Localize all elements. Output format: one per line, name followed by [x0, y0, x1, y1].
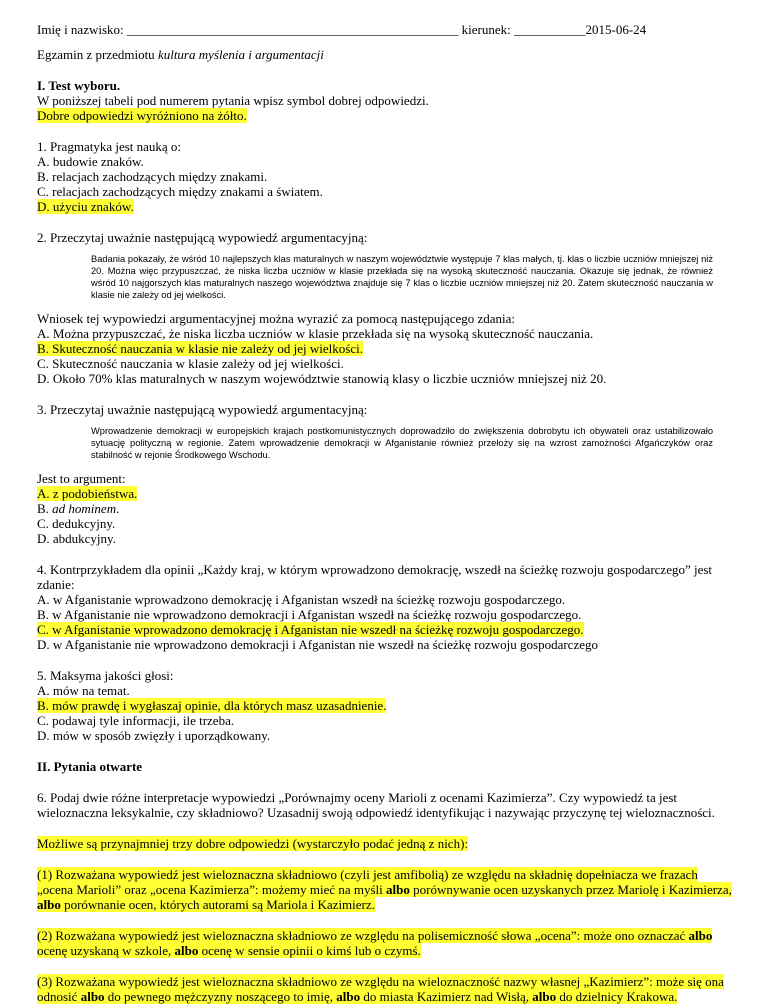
- exam-date: 2015-06-24: [585, 22, 647, 37]
- exam-title: [37, 47, 737, 62]
- name-label: Imię i nazwisko:: [37, 22, 124, 37]
- name-blank: ___________________________________________________: [126, 22, 459, 37]
- q4-option-b: B. w Afganistanie nie wprowadzono demokracji i Afganistan wszedł na ścieżkę rozwoju gospodarczego.: [37, 607, 582, 622]
- direction-label: kierunek:: [461, 22, 511, 37]
- q4-option-a: A. w Afganistanie wprowadzono demokrację i Afganistan wszedł na ścieżkę rozwoju gospodarczego.: [37, 592, 566, 607]
- exam-document: [37, 22, 737, 1004]
- q3-option-b-italic: ad hominem: [52, 501, 117, 516]
- q2-option-a: A. Można przypuszczać, że niska liczba uczniów w klasie przekłada się na wysoką skuteczność nauczania.: [37, 326, 594, 341]
- q6-answer-2: [37, 928, 737, 958]
- exam-title-prefix: Egzamin z przedmiotu: [37, 47, 158, 62]
- q5-question: 5. Maksyma jakości głosi:: [37, 668, 174, 683]
- q6-question: 6. Podaj dwie różne interpretacje wypowiedzi „Porównajmy oceny Marioli z ocenami Kazimierza”. Czy wypowiedź ta jest wieloznaczna leksykalnie, czy składniowo? Uzasadnij swoją odpowiedź identyfikując i nazywając przyczynę tej wieloznaczności.: [37, 790, 715, 820]
- ans3-part: do dzielnicy Krakowa.: [556, 989, 678, 1004]
- ans2-part: ocenę uzyskaną w szkole,: [37, 943, 175, 958]
- q6-answer-3-text: [37, 974, 724, 1004]
- q5-option-d: D. mów w sposób zwięzły i uporządkowany.: [37, 728, 271, 743]
- q2-correct-answer: B. Skuteczność nauczania w klasie nie zależy od jej wielkości.: [37, 341, 363, 356]
- highlight-note-text: Dobre odpowiedzi wyróżniono na żółto.: [37, 108, 247, 123]
- q2-passage: Badania pokazały, że wśród 10 najlepszych klas maturalnych w naszym województwie występuje 7 klas małych, tj. klas o liczbie uczniów mniejszej niż 20. Można więc przypuszczać, że niska liczba uczniów w klasie przekłada się na wysoką skuteczność nauczania. Okazuje się jednak, że również wśród 10 najgorszych klas maturalnych naszego województwa znajduje się 7 klas o liczbie uczniów mniejszej niż 20. Zatem skuteczność nauczania w klasie nie zależy od jej wielkości.: [91, 254, 713, 300]
- q4-option-d: D. w Afganistanie nie wprowadzono demokracji i Afganistan nie wszedł na ścieżkę rozwoju gospodarczego: [37, 637, 598, 652]
- q3-option-b-prefix: B.: [37, 501, 53, 516]
- q4-question: 4. Kontrprzykładem dla opinii „Każdy kraj, w którym wprowadzono demokrację, wszedł na ścieżkę rozwoju gospodarczego” jest zdanie:: [37, 562, 713, 592]
- ans1-part: (1) Rozważana wypowiedź jest wieloznaczna składniowo (czyli jest amfibolią) ze względu na składnię dopełniacza we frazach „ocena Marioli” oraz „ocena Kazimierza”: możemy mieć na myśli: [37, 867, 698, 897]
- q1-option-c: C. relacjach zachodzących między znakami a światem.: [37, 184, 323, 199]
- q5-correct-answer: B. mów prawdę i wygłaszaj opinie, dla których masz uzasadnienie.: [37, 698, 387, 713]
- q2-option-c: C. Skuteczność nauczania w klasie zależy od jej wielkości.: [37, 356, 344, 371]
- q1-question: 1. Pragmatyka jest nauką o:: [37, 139, 182, 154]
- q4-correct-answer: C. w Afganistanie wprowadzono demokrację i Afganistan nie wszedł na ścieżkę rozwoju gospodarczego.: [37, 622, 584, 637]
- header-line: [37, 22, 737, 37]
- ans3-part: do miasta Kazimierz nad Wisłą,: [360, 989, 533, 1004]
- ans3-part: (3) Rozważana wypowiedź jest wieloznaczna składniowo ze względu na wieloznaczność nazwy własnej „Kazimierz”: może się ona odnosić: [37, 974, 724, 1004]
- q1-option-d: [37, 199, 737, 214]
- q5-option-c: C. podawaj tyle informacji, ile trzeba.: [37, 713, 235, 728]
- q1-option-b: B. relacjach zachodzących między znakami.: [37, 169, 268, 184]
- q2-question: 2. Przeczytaj uważnie następującą wypowiedź argumentacyjną:: [37, 230, 368, 245]
- q4-option-c: [37, 622, 737, 637]
- ans2-albo: albo: [174, 943, 199, 958]
- q3-question: 3. Przeczytaj uważnie następującą wypowiedź argumentacyjną:: [37, 402, 368, 417]
- direction-blank: ___________: [514, 22, 586, 37]
- q3-passage: Wprowadzenie demokracji w europejskich krajach postkomunistycznych doprowadziło do zwiększenia dobrobytu ich obywateli oraz ustabilizowało sytuację polityczną w regionie. Zatem wprowadzenie demokracji w Afganistanie również przełoży się na wzrost zamożności Afgańczyków oraz stabilność w rejonie Środkowego Wschodu.: [91, 426, 713, 460]
- q3-option-c: C. dedukcyjny.: [37, 516, 116, 531]
- q3-lead: Jest to argument:: [37, 471, 126, 486]
- q1-option-a: A. budowie znaków.: [37, 154, 144, 169]
- q6-intro-text: Możliwe są przynajmniej trzy dobre odpowiedzi (wystarczyło podać jedną z nich):: [37, 836, 469, 851]
- q3-option-b: [37, 501, 737, 516]
- q2-option-d: D. Około 70% klas maturalnych w naszym województwie stanowią klasy o liczbie uczniów mniejszej niż 20.: [37, 371, 607, 386]
- ans2-part: (2) Rozważana wypowiedź jest wieloznaczna składniowo ze względu na polisemiczność słowa „ocena”: może ono oznaczać: [37, 928, 689, 943]
- q6-answer-3: [37, 974, 737, 1004]
- q3-correct-answer: A. z podobieństwa.: [37, 486, 138, 501]
- q5-option-b: [37, 698, 737, 713]
- q6-answer-1: [37, 867, 737, 912]
- section1-highlight-note: [37, 108, 737, 123]
- q3-option-a: [37, 486, 737, 501]
- q3-option-b-suffix: .: [116, 501, 120, 516]
- ans3-part: do pewnego mężczyzny noszącego to imię,: [104, 989, 337, 1004]
- ans3-albo: albo: [532, 989, 557, 1004]
- q5-option-a: A. mów na temat.: [37, 683, 130, 698]
- q2-option-b: [37, 341, 737, 356]
- q6-answer-2-text: [37, 928, 712, 958]
- ans1-albo: albo: [37, 897, 61, 912]
- section1-title: I. Test wyboru.: [37, 78, 121, 93]
- q3-option-d: D. abdukcyjny.: [37, 531, 116, 546]
- section1-instruction: W poniższej tabeli pod numerem pytania wpisz symbol dobrej odpowiedzi.: [37, 93, 429, 108]
- ans2-part: ocenę w sensie opinii o kimś lub o czymś.: [198, 943, 421, 958]
- ans3-albo: albo: [80, 989, 105, 1004]
- ans3-albo: albo: [336, 989, 361, 1004]
- ans1-part: porównywanie ocen uzyskanych przez Mariolę i Kazimierza,: [409, 882, 732, 897]
- q6-answer-1-text: [37, 867, 732, 912]
- exam-subject: kultura myślenia i argumentacji: [157, 47, 324, 62]
- section2-title: II. Pytania otwarte: [37, 759, 143, 774]
- ans1-albo: albo: [386, 882, 410, 897]
- ans2-albo: albo: [688, 928, 713, 943]
- q1-correct-answer: D. użyciu znaków.: [37, 199, 134, 214]
- q6-intro: [37, 836, 737, 851]
- ans1-part: porównanie ocen, których autorami są Mariola i Kazimierz.: [60, 897, 375, 912]
- q2-lead: Wniosek tej wypowiedzi argumentacyjnej można wyrazić za pomocą następującego zdania:: [37, 311, 516, 326]
